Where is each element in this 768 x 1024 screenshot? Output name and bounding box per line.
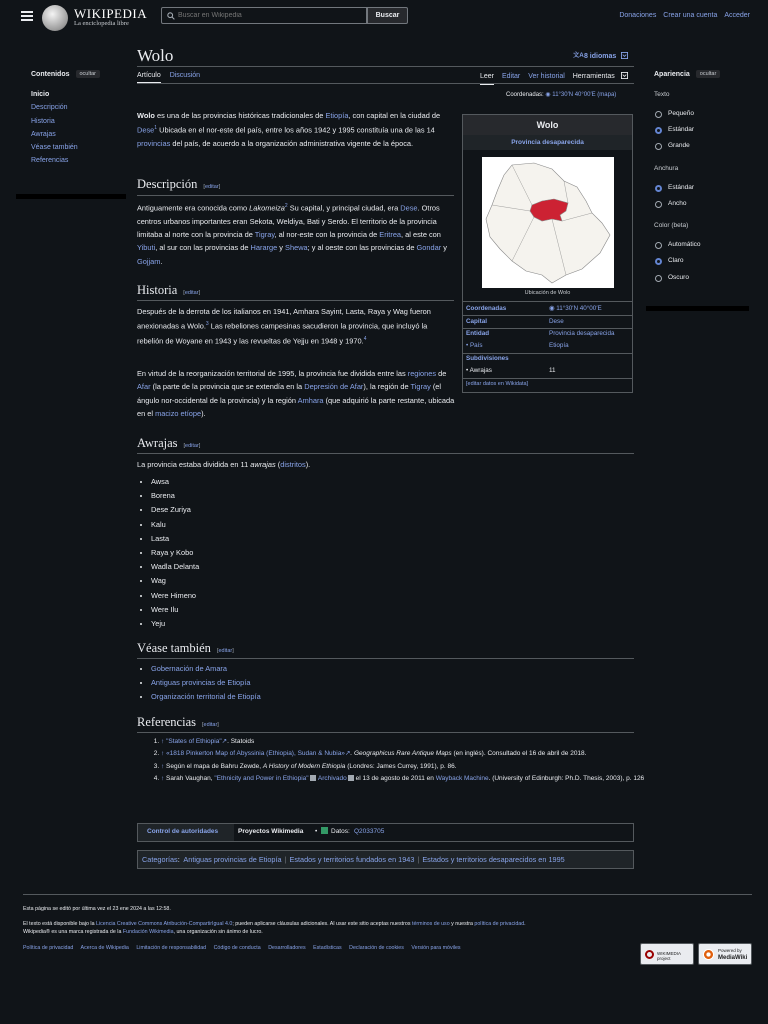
pais-link[interactable]: Etiopía xyxy=(549,342,569,349)
backlink[interactable]: ↑ xyxy=(161,774,165,782)
user-links xyxy=(614,12,750,19)
map-caption: Ubicación de Wolo xyxy=(524,290,571,296)
toc-hide-button[interactable]: ocultar xyxy=(76,70,101,78)
wikimedia-logo-icon xyxy=(645,950,654,959)
toc-item-descripcion[interactable]: Descripción xyxy=(31,104,68,112)
privacy-link[interactable]: política de privacidad xyxy=(474,921,525,927)
section-descripcion: Descripción [editar] xyxy=(137,177,221,191)
ref-2[interactable]: 2 xyxy=(284,203,288,209)
toc-divider xyxy=(16,194,126,199)
link-tigray[interactable]: Tigray xyxy=(410,382,431,392)
namespace-tabs xyxy=(137,72,200,79)
section-awrajas: Awrajas [editar] xyxy=(137,436,201,450)
search-input[interactable] xyxy=(178,8,364,23)
footer-links xyxy=(23,945,467,951)
section-divider xyxy=(137,732,634,733)
footer-link[interactable]: Versión para móviles xyxy=(411,945,461,951)
appearance-heading: Apariencia ocultar xyxy=(654,70,749,78)
historia-paragraph-2: En virtud de la reorganización territorial de 1995, la provincia fue dividida entre las regiones de Afar (la parte de la provincia que se extendía en la Depresión de Afar), la región de Tigray (el ángulo nor-occidental de la provincia) y la región Amhara (que adquirió la parte restante, ubicada en el macizo etíope). xyxy=(137,369,455,418)
ref-link[interactable]: "Ethnicity and Power in Ethiopia" xyxy=(214,774,309,782)
location-map[interactable] xyxy=(482,157,614,288)
archive-icon xyxy=(310,775,316,781)
wikipedia-globe-icon[interactable] xyxy=(42,5,68,31)
footer-link[interactable]: Desarrolladores xyxy=(268,945,306,951)
toc-item-inicio[interactable]: Inicio xyxy=(31,91,50,98)
edit-vease[interactable]: editar xyxy=(218,648,233,654)
descripcion-paragraph: Antiguamente era conocida como Lakomeiza$^2$ Su capital, y principal ciudad, era Dese. Otros centros urbanos importantes eran Sekota, Weldiya, Bati y Serdo. El territorio de la provincia limitaba al norte con la provincia de Tigray, al nor-este con la provincia de Eritrea, al este con Yibuti, al sur con las provincias de Hararge y Shewa; y al oeste con las provincias de Gondar y Gojjam. xyxy=(137,203,447,266)
edit-historia[interactable]: editar xyxy=(184,290,199,296)
list-item xyxy=(151,662,261,676)
link-regiones[interactable]: regiones xyxy=(407,369,437,378)
link-distritos[interactable]: distritos xyxy=(280,460,306,469)
reference-item: 2. ↑ «1818 Pinkerton Map of Abyssinia (Ethiopia), Sudan & Nubia»↗. Geographicus Rare Antique Maps (en inglés). Consultado el 16 de abril de 2018. xyxy=(161,748,656,760)
language-selector[interactable]: 文A 8 idiomas xyxy=(573,51,628,60)
section-divider xyxy=(137,658,634,659)
backlink[interactable]: ↑ xyxy=(161,750,165,758)
list-item: • Awsa xyxy=(151,475,199,489)
license-text: El texto está disponible bajo la Licencia Creative Commons Atribución-CompartirIgual 4.0; pueden aplicarse cláusulas adicionales. Al usar este sitio aceptas nuestros términos de uso y nuestra política de privacidad. Wikipedia® es una marca registrada de la Fundación Wikimedia, una organización sin ánimo de lucro. xyxy=(23,921,526,935)
infobox-edit-wikidata xyxy=(466,381,629,387)
historia-paragraph-1: Después de la derrota de los italianos en 1941, Amhara Sayint, Lasta, Raya y Wag fueron anexionadas a Wolo.$^3$ Las rebeliones campesinas sacudieron la provincia, que incluyó la rebelión de Woyane en 1943 y las revueltas de Yejju en 1948 y 1970.$^4$ xyxy=(137,307,431,346)
authority-control: Control de autoridades Proyectos Wikimedia • Datos: Q2033705 xyxy=(137,823,634,842)
edit-wikidata-link[interactable]: [editar datos en Wikidata] xyxy=(466,381,529,387)
ref-link[interactable]: "States of Ethiopia" xyxy=(166,738,222,745)
page-title: Wolo xyxy=(137,46,174,65)
category-link[interactable]: Antiguas provincias de Etiopía xyxy=(183,855,282,864)
tools-menu[interactable]: Herramientas xyxy=(573,73,628,80)
search-button[interactable]: Buscar xyxy=(367,7,408,24)
categories-link[interactable]: Categorías xyxy=(142,855,178,864)
translate-icon xyxy=(573,51,582,59)
section-historia: Historia [editar] xyxy=(137,283,201,297)
edit-referencias[interactable]: editar xyxy=(203,722,218,728)
list-item: • Were Ilu xyxy=(151,603,199,617)
entidad-link[interactable]: Provincia desaparecida xyxy=(549,330,615,337)
coordinates-indicator: Coordenadas: ◉ 11°30′N 40°00′E (mapa) xyxy=(506,92,617,98)
tab-talk[interactable]: Discusión xyxy=(169,72,201,79)
ref-link[interactable]: «1818 Pinkerton Map of Abyssinia (Ethiopia), Sudan & Nubia» xyxy=(166,750,345,758)
wikidata-qid-link[interactable]: Q2033705 xyxy=(354,828,385,835)
main-menu-icon[interactable] xyxy=(21,11,33,21)
link-hararge[interactable]: Hararge xyxy=(250,243,278,253)
login-link[interactable]: Acceder xyxy=(724,12,750,19)
list-item: • Wag xyxy=(151,574,199,588)
link-etiopia[interactable]: Etiopía xyxy=(325,111,349,120)
archive-link[interactable]: Archivado xyxy=(317,774,347,782)
wikidata-icon xyxy=(321,827,328,834)
footer-link[interactable]: Acerca de Wikipedia xyxy=(80,945,129,951)
infobox-subtitle[interactable]: Provincia desaparecida xyxy=(463,135,632,150)
link-gojjam[interactable]: Gojjam xyxy=(137,256,161,266)
link-afar[interactable]: Afar xyxy=(137,382,151,392)
chevron-down-icon xyxy=(621,52,628,59)
color-label: Color (beta) xyxy=(654,222,689,229)
wayback-link[interactable]: Wayback Machine xyxy=(435,774,489,782)
toc-item-historia[interactable]: Historia xyxy=(31,117,55,125)
map-link[interactable]: (mapa) xyxy=(597,92,617,98)
link-dese[interactable]: Dese xyxy=(137,125,155,135)
search-box xyxy=(161,7,367,24)
donate-link[interactable]: Donaciones xyxy=(619,12,657,19)
tab-history[interactable]: Ver historial xyxy=(528,73,565,80)
section-divider xyxy=(137,195,454,196)
footer-link[interactable]: Política de privacidad xyxy=(23,945,74,951)
tabs-divider xyxy=(137,83,634,84)
list-item: • Kalu xyxy=(151,518,199,532)
infobox-title: Wolo xyxy=(463,115,632,135)
see-also-link[interactable]: Organización territorial de Etiopía xyxy=(151,692,261,702)
intro-paragraph: Wolo es una de las provincias históricas tradicionales de Etiopía, con capital en la ciudad de Dese$^1$ Ubicada en el nor-este del país, entre los años 1942 y 1995 constituía una de las 14 provincias del país, de acuerdo a la organización administrativa vigente de la época. xyxy=(137,111,441,149)
list-item: • Yeju xyxy=(151,617,199,631)
terms-link[interactable]: términos de uso xyxy=(411,921,450,927)
appearance-hide-button[interactable]: ocultar xyxy=(696,70,721,78)
link-amhara[interactable]: Amhara xyxy=(297,395,324,405)
svg-text:文A: 文A xyxy=(573,52,584,60)
list-item: • Borena xyxy=(151,489,199,503)
link-shewa[interactable]: Shewa xyxy=(285,243,308,253)
infobox: Wolo Provincia desaparecida Ubicación de Wolo Coordenadas ◉ 11°30′N 40°00′E Capital Dese Entidad Provincia desaparecida • País Etiopía Subdivisiones • Awrajas 11 [editar datos en Wikidata] xyxy=(462,114,633,393)
coordinates-link[interactable]: 11°30′N 40°00′E xyxy=(556,305,602,312)
wikipedia-wordmark[interactable]: WIKIPEDIA xyxy=(74,6,148,21)
authority-control-link[interactable]: Control de autoridades xyxy=(147,828,219,835)
wikimedia-project-badge[interactable]: WIKIMEDIA project xyxy=(640,943,694,965)
footer-divider xyxy=(23,894,752,895)
search-icon xyxy=(167,12,175,20)
section-divider xyxy=(137,300,454,301)
mediawiki-badge[interactable]: Powered by MediaWiki xyxy=(698,943,752,965)
link-yibuti[interactable]: Yibuti xyxy=(137,243,156,253)
link-depresion-afar[interactable]: Depresión de Afar xyxy=(304,382,364,392)
toc-item-referencias[interactable]: Referencias xyxy=(31,157,69,165)
list-item: • Raya y Kobo xyxy=(151,546,199,560)
width-label: Anchura xyxy=(654,165,679,172)
title-divider xyxy=(137,66,634,67)
ref-3[interactable]: 3 xyxy=(205,321,209,328)
appearance-panel xyxy=(654,70,749,78)
license-link[interactable]: Licencia Creative Commons Atribución-CompartirIgual 4.0 xyxy=(96,921,233,927)
link-gondar[interactable]: Gondar xyxy=(416,243,442,253)
edit-awrajas[interactable]: editar xyxy=(185,443,199,449)
coordinates-link[interactable]: 11°30′N 40°00′E xyxy=(552,92,596,98)
appearance-divider xyxy=(646,306,749,311)
category-link[interactable]: Estados y territorios fundados en 1943 xyxy=(289,855,415,864)
list-item: • Dese Zuriya xyxy=(151,503,199,517)
mediawiki-logo-icon xyxy=(703,949,714,960)
footer-link[interactable]: Código de conducta xyxy=(213,945,261,951)
toc-item-vease[interactable]: Véase también xyxy=(31,144,78,152)
see-also-list xyxy=(137,662,261,705)
link-provincias[interactable]: provincias xyxy=(137,139,171,149)
category-link[interactable]: Estados y territorios desaparecidos en 1995 xyxy=(422,855,565,864)
foundation-link[interactable]: Fundación Wikimedia xyxy=(122,928,174,935)
toc-heading: Contenidos ocultar xyxy=(31,70,126,78)
tab-edit[interactable]: Editar xyxy=(501,73,521,80)
list-item xyxy=(151,676,261,690)
site-header xyxy=(0,0,768,34)
external-link-icon: ↗ xyxy=(344,750,351,758)
list-item: • Were Himeno xyxy=(151,589,199,603)
awrajas-list xyxy=(137,475,199,631)
section-divider xyxy=(137,453,634,454)
footer-link[interactable]: Estadísticas xyxy=(313,945,342,951)
footer-link[interactable]: Limitación de responsabilidad xyxy=(136,945,207,951)
view-tabs xyxy=(480,72,634,80)
tab-article[interactable]: Artículo xyxy=(137,72,161,84)
chevron-down-icon xyxy=(621,72,628,79)
external-link-icon: ↗ xyxy=(221,738,228,745)
text-size-label: Texto xyxy=(654,91,670,98)
ref-4[interactable]: 4 xyxy=(363,336,367,343)
table-of-contents xyxy=(31,70,126,171)
backlink[interactable]: ↑ xyxy=(161,738,165,745)
see-also-link[interactable]: Gobernación de Amara xyxy=(151,664,228,673)
section-vease-tambien: Véase también [editar] xyxy=(137,641,234,655)
list-item: • Wadla Delanta xyxy=(151,560,199,574)
list-item: • Lasta xyxy=(151,532,199,546)
toc-item-awrajas[interactable]: Awrajas xyxy=(31,130,56,138)
create-account-link[interactable]: Crear una cuenta xyxy=(663,12,718,19)
link-eritrea[interactable]: Eritrea xyxy=(379,230,402,240)
ref-1[interactable]: 1 xyxy=(154,125,158,132)
category-links: Categorías: Antiguas provincias de Etiopía | Estados y territorios fundados en 1943 | Estados y territorios desaparecidos en 1995 xyxy=(137,850,634,869)
section-referencias: Referencias [editar] xyxy=(137,715,219,729)
link-tigray[interactable]: Tigray xyxy=(254,230,275,240)
tab-read[interactable]: Leer xyxy=(480,73,494,85)
list-item xyxy=(151,690,261,704)
capital-link[interactable]: Dese xyxy=(549,318,564,325)
backlink[interactable]: ↑ xyxy=(161,762,165,770)
references-list xyxy=(137,736,656,785)
see-also-link[interactable]: Antiguas provincias de Etiopía xyxy=(151,678,251,688)
edit-descripcion[interactable]: editar xyxy=(204,184,219,190)
wikipedia-tagline: La enciclopedia libre xyxy=(74,20,129,27)
link-dese[interactable]: Dese xyxy=(400,203,418,213)
link-macizo-etiope[interactable]: macizo etíope xyxy=(155,408,202,418)
last-edited: Esta página se editó por última vez el 23 ene 2024 a las 12:58. xyxy=(23,906,171,912)
footer-link[interactable]: Declaración de cookies xyxy=(349,945,404,951)
awrajas-intro: La provincia estaba dividida en 11 awrajas (distritos). xyxy=(137,460,311,469)
reference-item: 1. ↑ "States of Ethiopia"↗. Statoids xyxy=(161,736,656,748)
reference-item: 4. ↑ Sarah Vaughan, "Ethnicity and Power in Ethiopia" Archivado el 13 de agosto de 2011 en Wayback Machine. (University of Edinburgh: Ph.D. Thesis, 2003), p. 126 xyxy=(161,773,656,785)
globe-icon: ◉ xyxy=(549,305,555,312)
reference-item: 3. ↑ Según el mapa de Bahru Zewde, A History of Modern Ethiopia (Londres: James Currey, 1991), p. 86. xyxy=(161,761,656,773)
globe-icon: ◉ xyxy=(545,92,551,98)
